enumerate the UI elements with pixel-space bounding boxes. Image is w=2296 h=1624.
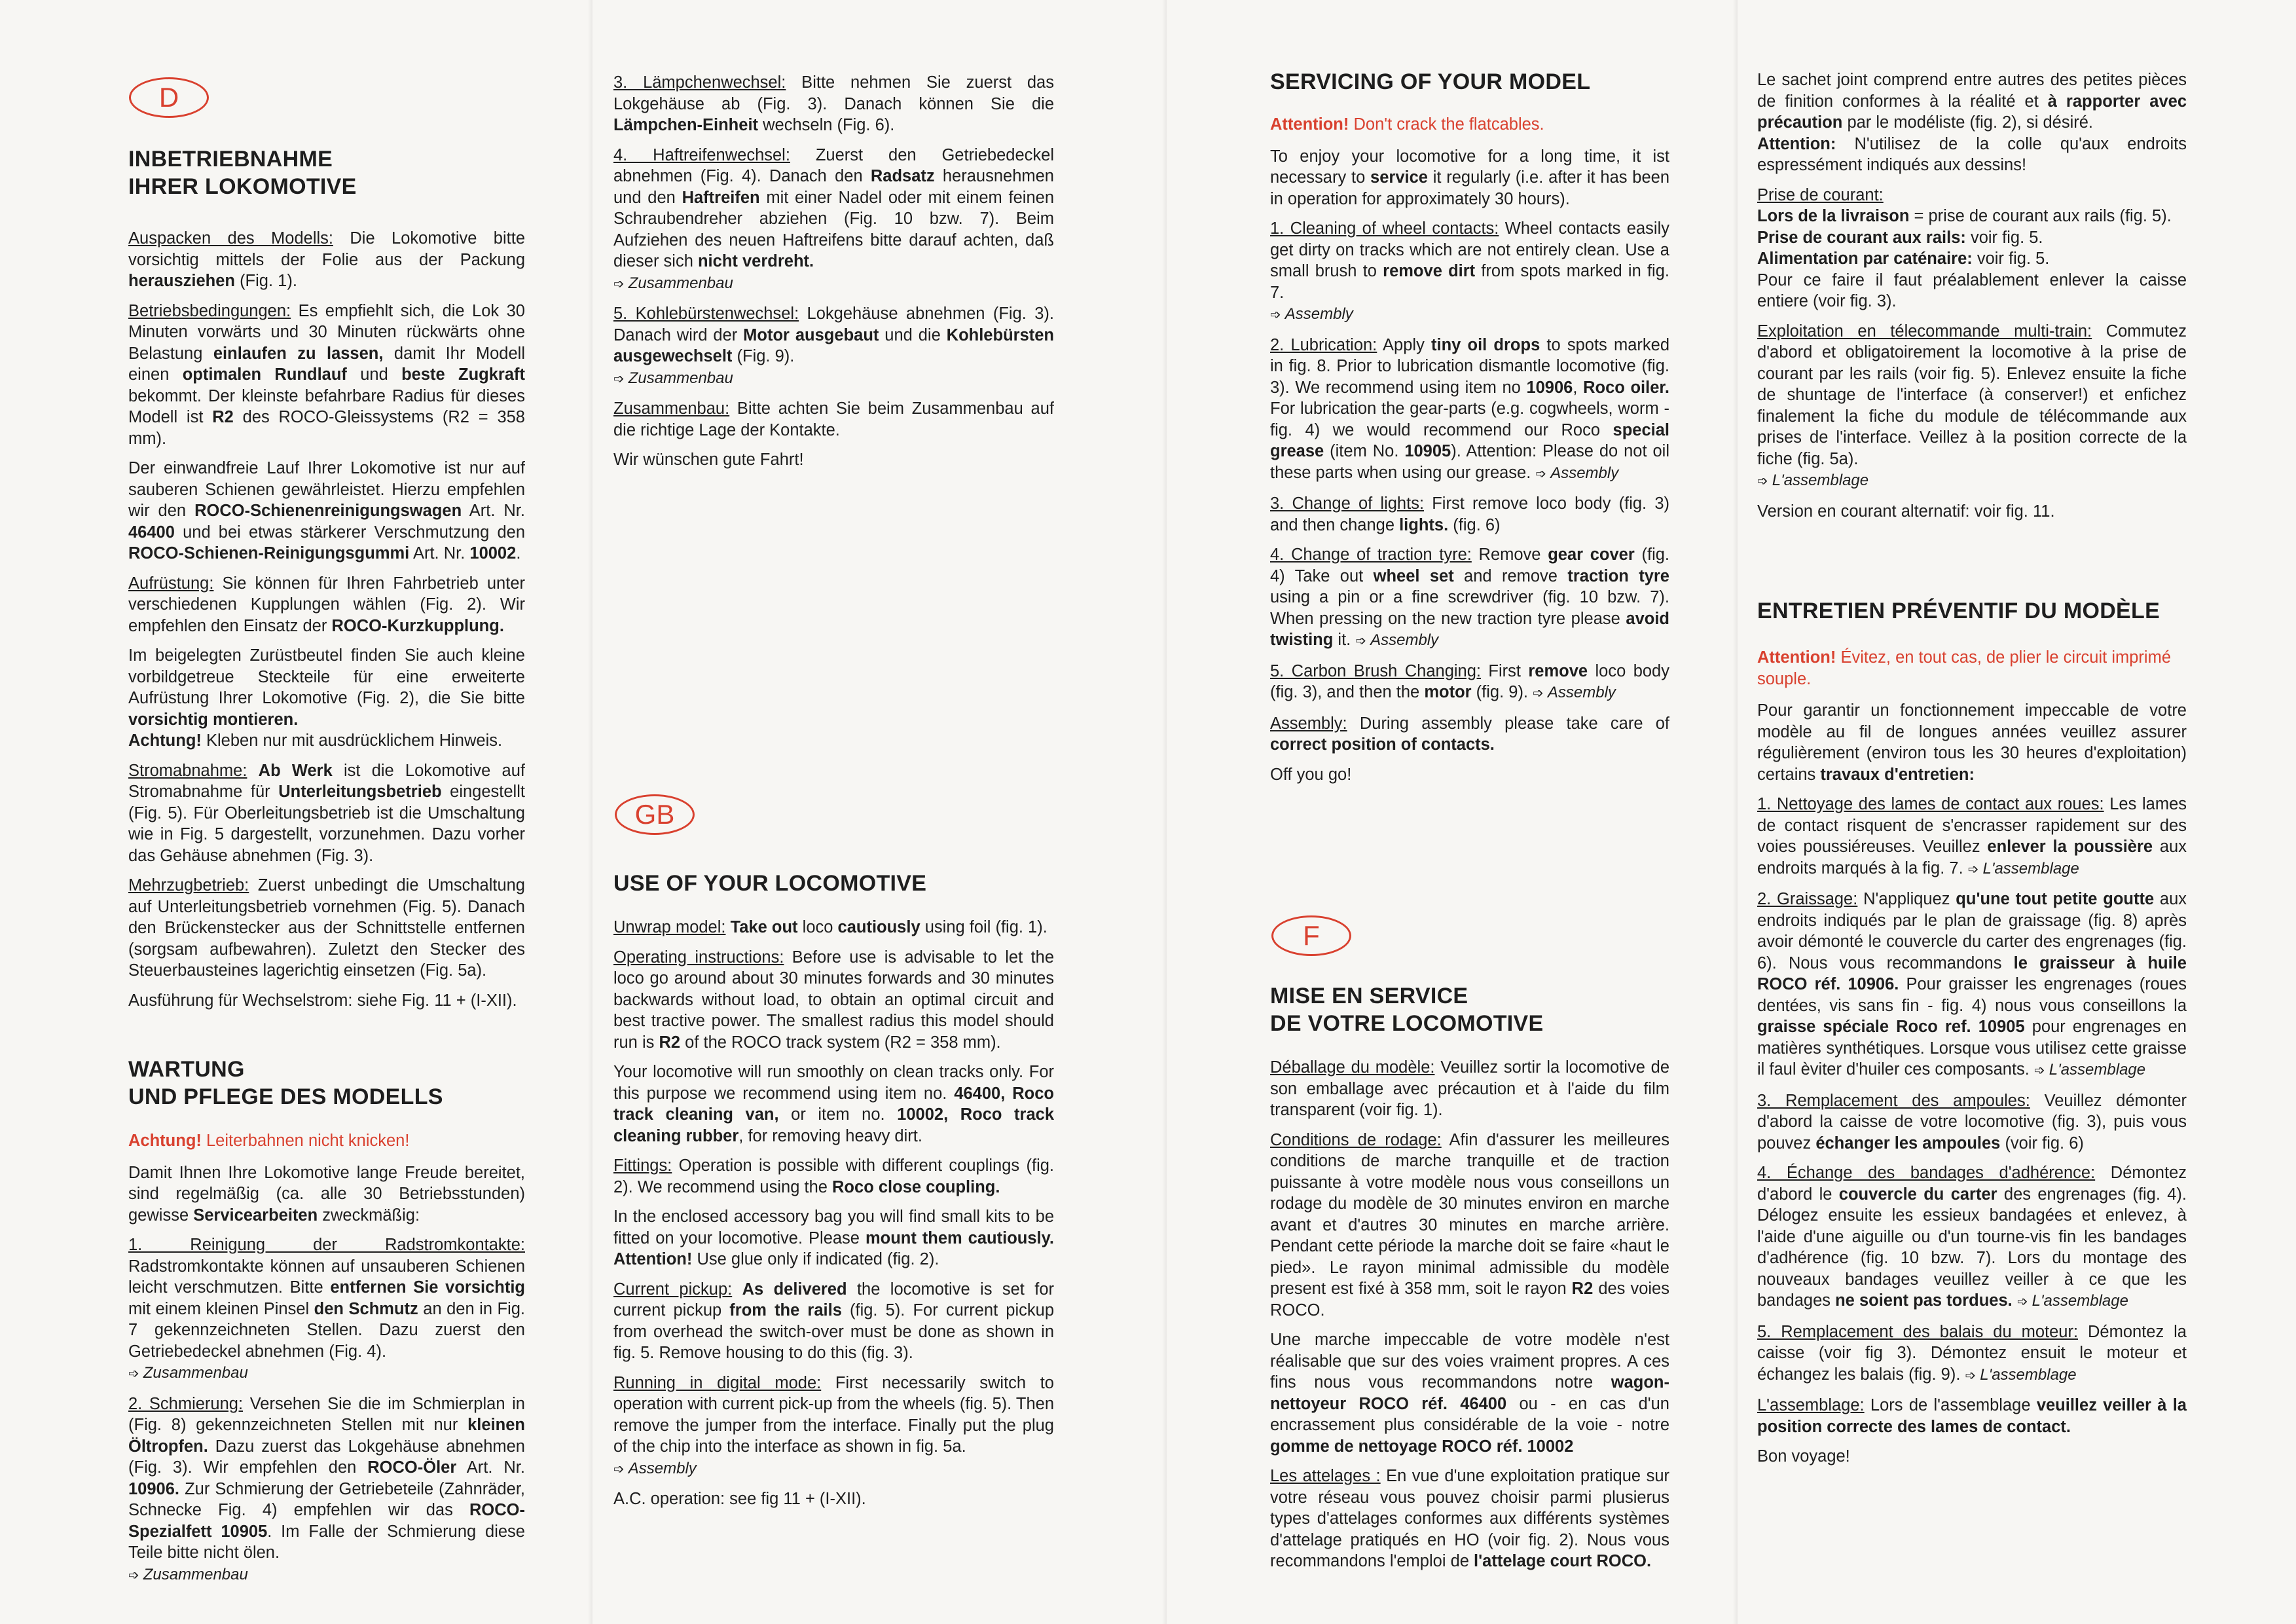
fr-clean-tracks: Une marche impeccable de votre modèle n'est réalisable que sur des voies vraiment propres. A ces fins nous vous recommandons notre wagon-nettoyeur ROCO réf. 46400 ou - en cas d'un encrassement plus considérable de la voie - notre gomme de nettoyage ROCO réf. 10002 (1270, 1331, 1669, 1456)
fr-brushes: 5. Remplacement des balais du moteur: Démontez la caisse (voir fig 3). Démontez ensuit le moteur et échangez les balais (fig. 9). ➩ L'assemblage (1757, 1322, 2187, 1384)
arrow-right-icon: ➩ (128, 1367, 139, 1381)
de-warning: Achtung! Leiterbahnen nicht knicken! (128, 1132, 410, 1150)
fr-service-intro: Pour garantir un fonctionnement impeccable de votre modèle au fil de longues années veuillez assurer régulièrement (environ tous les 30 heures d'exploitation) certains travaux d'entretien: (1757, 701, 2187, 784)
de-operating-conditions: Betriebsbedingungen: Es empfiehlt sich, die Lok 30 Minuten vorwärts und 30 Minuten rückwärts ohne Belastung einlaufen zu lassen, damit Ihr Modell einen optimalen Rundlauf und beste Zugkraft bekommt. Der kleinste befahrbare Radius für dieses Modell ist R2 des ROCO-Gleissystems (R2 = 358 mm). (128, 301, 525, 448)
arrow-right-icon: ➩ (1355, 634, 1367, 648)
de-intro-section (128, 145, 525, 1020)
fr-service-continued (1757, 69, 2187, 530)
language-badge-fr: F (1271, 915, 1351, 956)
gb-use-section (613, 870, 1054, 1519)
de-clean-tracks: Der einwandfreie Lauf Ihrer Lokomotive ist nur auf sauberen Schienen gewährleistet. Hierzu empfehlen wir den ROCO-Schienenreinigungswagen Art. Nr. 46400 und bei etwas stärkerer Verschmutzung den ROCO-Schienen-Reinigungsgummi Art. Nr. 10002. (128, 459, 525, 563)
arrow-right-icon: ➩ (1757, 474, 1768, 489)
arrow-right-icon: ➩ (1967, 862, 1979, 877)
fr-maintenance-title: ENTRETIEN PRÉVENTIF DU MODÈLE (1757, 599, 2160, 623)
fr-service-section (1270, 982, 1669, 1581)
de-ac-version: Ausführung für Wechselstrom: siehe Fig. 11 + (I-XII). (128, 991, 517, 1010)
arrow-right-icon: ➩ (1535, 466, 1547, 481)
assembly-ref: ➩ Zusammenbau (613, 274, 733, 292)
gb-wheel-contacts: 1. Cleaning of wheel contacts: Wheel contacts easily get dirty on tracks which are not entirely clean. Use a small brush to remove dirt from spots marked in fig. 7. ➩ Assembly (1270, 219, 1669, 323)
gb-traction-tyre: 4. Change of traction tyre: Remove gear cover (fig. 4) Take out wheel set and remove traction tyre using a pin or a fine screwdriver (fig. 10 bzw. 7). When pressing on the new traction tyre please avoid twisting it. ➩ Assembly (1270, 545, 1669, 649)
assembly-ref: ➩ L'assemblage (1757, 471, 1869, 489)
de-accessory-bag: Im beigelegten Zurüstbeutel finden Sie auch kleine vorbildgetreue Steckteile für eine erweiterte Aufrüstung Ihrer Lokomotive (Fig. 2), die Sie bitte vorsichtig montieren. Achtung! Kleben nur mit ausdrücklichem Hinweis. (128, 646, 525, 750)
panel-french (1738, 0, 2296, 1624)
fr-accessory-bag: Le sachet joint comprend entre autres des petites pièces de finition conformes à la réalité et à rapporter avec précaution par le modéliste (fig. 2), si désiré. Attention: N'utilisez de la colle qu'aux endroits espressément indiqués aux dessins! (1757, 71, 2187, 174)
gb-ac-operation: A.C. operation: see fig 11 + (I-XII). (613, 1490, 866, 1508)
assembly-ref: ➩ L'assemblage (1967, 859, 2079, 877)
de-upgrade: Aufrüstung: Sie können für Ihren Fahrbetrieb unter verschiedenen Kupplungen wählen (Fig. 2). Wir empfehlen den Einsatz der ROCO-Kurzkupplung. (128, 574, 525, 635)
gb-operating: Operating instructions: Before use is advisable to let the loco go around about 30 minutes forwards and 30 minutes backwards without load, to obtain an optimal circuit and best tractive power. The smallest radius this model should run is R2 of the ROCO track system (R2 = 358 mm). (613, 948, 1055, 1052)
assembly-ref: ➩ Assembly (1270, 305, 1353, 323)
assembly-ref: ➩ Zusammenbau (128, 1364, 248, 1382)
assembly-ref: ➩ L'assemblage (2034, 1061, 2146, 1079)
gb-servicing-title: SERVICING OF YOUR MODEL (1270, 69, 1591, 94)
assembly-ref: ➩ Assembly (1533, 684, 1616, 701)
fr-couplings: Les attelages : En vue d'une exploitation pratique sur votre réseau vous pouvez choisir parmi plusierus types d'attelages conformes aux différents systèmes d'attelage pratiqués en HO (voir fig. 2). Nous vous recommandons l'emploi de l'attelage court ROCO. (1270, 1467, 1669, 1570)
fr-assembly: L'assemblage: Lors de l'assemblage veuillez veiller à la position correcte des lames de contact. (1757, 1396, 2187, 1436)
assembly-ref: ➩ L'assemblage (2016, 1292, 2128, 1310)
gb-clean-tracks: Your locomotive will run smoothly on clean tracks only. For this purpose we recommend using item no. 46400, Roco track cleaning van, or item no. 10002, Roco track cleaning rubber, for removing heavy dirt. (613, 1063, 1054, 1145)
fr-maintenance-section (1757, 597, 2187, 1476)
gb-assembly: Assembly: During assembly please take care of correct position of contacts. (1270, 714, 1669, 754)
panel-german-english (592, 0, 1167, 1624)
fr-warning: Attention! Évitez, en tout cas, de plier le circuit imprimé souple. (1757, 648, 2171, 688)
arrow-right-icon: ➩ (2016, 1295, 2028, 1309)
de-lamp-change: 3. Lämpchenwechsel: Bitte nehmen Sie zuerst das Lokgehäuse ab (Fig. 3). Danach können Sie die Lämpchen-Einheit wechseln (Fig. 6). (613, 73, 1054, 134)
de-maintenance-continued (613, 72, 1054, 479)
de-tyre-change: 4. Haftreifenwechsel: Zuerst den Getriebedeckel abnehmen (Fig. 4). Danach den Radsatz herausnehmen und den Haftreifen mit einer Nadel oder mit einem feinen Schraubendreher abziehen (Fig. 10 bzw. 7). Beim Aufziehen des neuen Haftreifens bitte darauf achten, daß dieser sich nicht verdreht. ➩ Zusammenbau (613, 145, 1054, 292)
gb-lights: 3. Change of lights: First remove loco body (fig. 3) and then change lights. (fig. 6) (1270, 494, 1669, 534)
fr-title: MISE EN SERVICE DE VOTRE LOCOMOTIVE (1270, 984, 1544, 1036)
fr-pickup-rails: Prise de courant aux rails: voir fig. 5. (1757, 228, 2043, 247)
language-badge-de: D (129, 77, 209, 118)
de-current-pickup: Stromabnahme: Ab Werk ist die Lokomotive auf Stromabnahme für Unterleitungsbetrieb eingestellt (Fig. 5). Für Oberleitungsbetrieb ist die Umschaltung wie in Fig. 5 dargestellt, vorzunehmen. Dazu vorher das Gehäuse abnehmen (Fig. 3). (128, 761, 525, 865)
de-multitrain: Mehrzugbetrieb: Zuerst unbedingt die Umschaltung auf Unterleitungsbetrieb vornehmen (Fig. 5). Danach den Brückenstecker aus der Schnittstelle entfernen (sorgsam aufbewahren). Zuletzt den Stecker des Steuerbausteines lagerichtig einsetzen (Fig. 5a). (128, 876, 525, 980)
assembly-ref: ➩ Assembly (1355, 631, 1439, 649)
gb-fittings: Fittings: Operation is possible with different couplings (fig. 2). We recommend using the Roco close coupling. (613, 1156, 1054, 1196)
de-title-line1: INBETRIEBNAHME (128, 147, 333, 172)
de-maintenance-section (128, 1056, 525, 1595)
gb-title: USE OF YOUR LOCOMOTIVE (613, 871, 927, 896)
fr-current-pickup-label: Prise de courant: (1757, 185, 1884, 204)
fr-unpacking: Déballage du modèle: Veuillez sortir la locomotive de son emballage avec précaution et à l'aide du film transparent (voir fig. 1). (1270, 1058, 1670, 1119)
de-unpacking: Auspacken des Modells: Die Lokomotive bitte vorsichtig mittels der Folie aus der Packung herausziehen (Fig. 1). (128, 229, 525, 290)
gb-warning: Attention! Don't crack the flatcables. (1270, 115, 1544, 134)
fr-lamps: 3. Remplacement des ampoules: Veuillez démonter d'abord la caisse de votre locomotive (fig. 3), puis vous pouvez échanger les ampoules (voir fig. 6) (1757, 1091, 2187, 1153)
fr-wheel-contacts: 1. Nettoyage des lames de contact aux roues: Les lames de contact risquent de s'encrasser rapidement sur des voies poussiéreuses. Veuillez enlever la poussière aux endroits marqués à la fig. 7. ➩ L'assemblage (1757, 795, 2187, 877)
fr-pickup-note: Pour ce faire il faut préalablement enlever la caisse entiere (voir fig. 3). (1757, 270, 2187, 310)
de-brush-change: 5. Kohlebürstenwechsel: Lokgehäuse abnehmen (Fig. 3). Danach wird der Motor ausgebaut und die Kohlebürsten ausgewechselt (Fig. 9). ➩ Zusammenbau (613, 304, 1054, 387)
gb-unwrap: Unwrap model: Take out loco cautiously using foil (fig. 1). (613, 918, 1048, 936)
fr-tyres: 4. Échange des bandages d'adhérence: Démontez d'abord le couvercle du carter des engrenages (fig. 4). Délogez ensuite les essieux bandagées et enlevez, à l'aide d'une aiguille ou d'un tourne-vis fin les bandages d'adhérence (fig. 10 bzw. 7). Lors du montage des nouveaux bandages veuillez veiller à ce que les bandages ne soient pas tordues. ➩ L'assemblage (1757, 1164, 2187, 1310)
gb-closing: Off you go! (1270, 765, 1352, 784)
arrow-right-icon: ➩ (1270, 308, 1281, 322)
arrow-right-icon: ➩ (2034, 1063, 2045, 1078)
arrow-right-icon: ➩ (128, 1568, 139, 1583)
de-title-line2: IHRER LOKOMOTIVE (128, 174, 357, 199)
panel-english-french (1167, 0, 1738, 1624)
gb-digital-mode: Running in digital mode: First necessarily switch to operation with current pick-up from the wheels (fig. 5). Then remove the jumper from the interface. Finally put the plug of the chip into the interface as shown in fig. 5a. ➩ Assembly (613, 1373, 1054, 1477)
de-closing: Wir wünschen gute Fahrt! (613, 451, 804, 469)
fr-pickup-catenary: Alimentation par caténaire: voir fig. 5. (1757, 249, 2050, 268)
assembly-ref: ➩ Assembly (1535, 464, 1619, 482)
de-assembly: Zusammenbau: Bitte achten Sie beim Zusammenbau auf die richtige Lage der Kontakte. (613, 399, 1054, 439)
fr-lubrication: 2. Graissage: N'appliquez qu'une tout petite goutte aux endroits indiqués par le plan de graissage (fig. 8) après avoir démonté le couvercle du carter des engrenages (fig. 6). Nous vous recommandons le graisseur à huile ROCO réf. 10906. Pour graisser les engrenages (roues dentées, vis sans fin - fig. 4) nous vous conseillons la graisse spéciale Roco ref. 10905 pour engrenages en matières synthétiques. Lorsque vous utilisez cette graisse il faul èviter d'huiler ces composants. ➩ L'assemblage (1757, 890, 2187, 1079)
gb-servicing-section (1270, 68, 1669, 794)
gb-carbon-brush: 5. Carbon Brush Changing: First remove loco body (fig. 3), and then the motor (fig. 9). ➩ Assembly (1270, 661, 1669, 701)
gb-accessory-bag: In the enclosed accessory bag you will find small kits to be fitted on your locomotive. Please mount them cautiously. Attention! Use glue only if indicated (fig. 2). (613, 1208, 1054, 1268)
gb-lubrication: 2. Lubrication: Apply tiny oil drops to spots marked in fig. 8. Prior to lubrication dismantle locomotive (fig. 3). We recommend using item no 10906, Roco oiler. For lubrication the gear-parts (e.g. cogwheels, worm - fig. 4) we would recommend our Roco special grease (item No. 10905). Attention: Please do not oil these parts when using our grease. ➩ Assembly (1270, 335, 1669, 482)
arrow-right-icon: ➩ (1965, 1368, 1977, 1383)
de-service-intro: Damit Ihnen Ihre Lokomotive lange Freude bereitet, sind regelmäßig (ca. alle 30 Betriebsstunden) gewisse Servicearbeiten zweckmäßig: (128, 1163, 525, 1225)
arrow-right-icon: ➩ (613, 276, 625, 291)
assembly-ref: ➩ Zusammenbau (613, 369, 733, 387)
fr-pickup-delivery: Lors de la livraison = prise de courant aux rails (fig. 5). (1757, 207, 2172, 225)
assembly-ref: ➩ Assembly (613, 1459, 697, 1477)
assembly-ref: ➩ Zusammenbau (128, 1565, 248, 1583)
fr-running-in: Conditions de rodage: Afin d'assurer les meilleures conditions de marche tranquille et de traction puissante à votre modèle nous vous conseillons un rodage du modèle de 30 minutes environ en marche avant et d'autres 30 minutes en marche arrière. Pendant cette période la marche doit se faire «haut le pied». Le rayon minimal admissible du modèle present est fixé à 358 mm, soit le rayon R2 des voies ROCO. (1270, 1130, 1669, 1320)
gb-current-pickup: Current pickup: As delivered the locomotive is set for current pickup from the rails (fig. 5). For current pickup from overhead the switch-over must be done as shown in fig. 5. Remove housing to do this (fig. 3). (613, 1280, 1055, 1362)
arrow-right-icon: ➩ (1533, 686, 1544, 701)
fr-ac-version: Version en courant alternatif: voir fig. 11. (1757, 502, 2055, 521)
language-badge-gb: GB (615, 794, 695, 835)
fr-closing: Bon voyage! (1757, 1447, 1850, 1466)
de-wheel-contacts: 1. Reinigung der Radstromkontakte: Radstromkontakte können auf unsauberen Schienen leicht verschmutzen. Bitte entfernen Sie vorsichtig mit einem kleinen Pinsel den Schmutz an den in Fig. 7 gekennzeichneten Stellen. Dazu zuerst den Getriebedeckel abnehmen (Fig. 4). ➩ Zusammenbau (128, 1236, 525, 1382)
de-lubrication: 2. Schmierung: Versehen Sie die im Schmierplan in (Fig. 8) gekennzeichneten Stellen mit nur kleinen Öltropfen. Dazu zuerst das Lokgehäuse abnehmen (Fig. 3). Wir empfehlen den ROCO-Öler Art. Nr. 10906. Zur Schmierung der Getriebeteile (Zahnräder, Schnecke Fig. 4) empfehlen wir das ROCO-Spezialfett 10905. Im Falle der Schmierung diese Teile bitte nicht ölen. ➩ Zusammenbau (128, 1394, 525, 1583)
de-title (128, 145, 525, 200)
fr-multitrain: Exploitation en télecommande multi-train: Commutez d'abord et obligatoirement la locomotive à la prise de courant par les rails (voir fig. 5). Enlevez ensuite la fiche de shuntage de l'interface (à conserver!) et enfichez finalement la fiche du module de télécommande aux prises de l'interface. Veillez à la position correcte de la fiche (fig. 5a). ➩ L'assemblage (1757, 322, 2187, 489)
panel-german-1 (0, 0, 592, 1624)
arrow-right-icon: ➩ (613, 1462, 625, 1477)
arrow-right-icon: ➩ (613, 371, 625, 386)
assembly-ref: ➩ L'assemblage (1965, 1365, 2077, 1384)
gb-service-intro: To enjoy your locomotive for a long time, it ist necessary to service it regularly (i.e. after it has been in operation for approximately 30 hours). (1270, 147, 1670, 208)
de-maintenance-title: WARTUNG UND PFLEGE DES MODELLS (128, 1057, 443, 1109)
